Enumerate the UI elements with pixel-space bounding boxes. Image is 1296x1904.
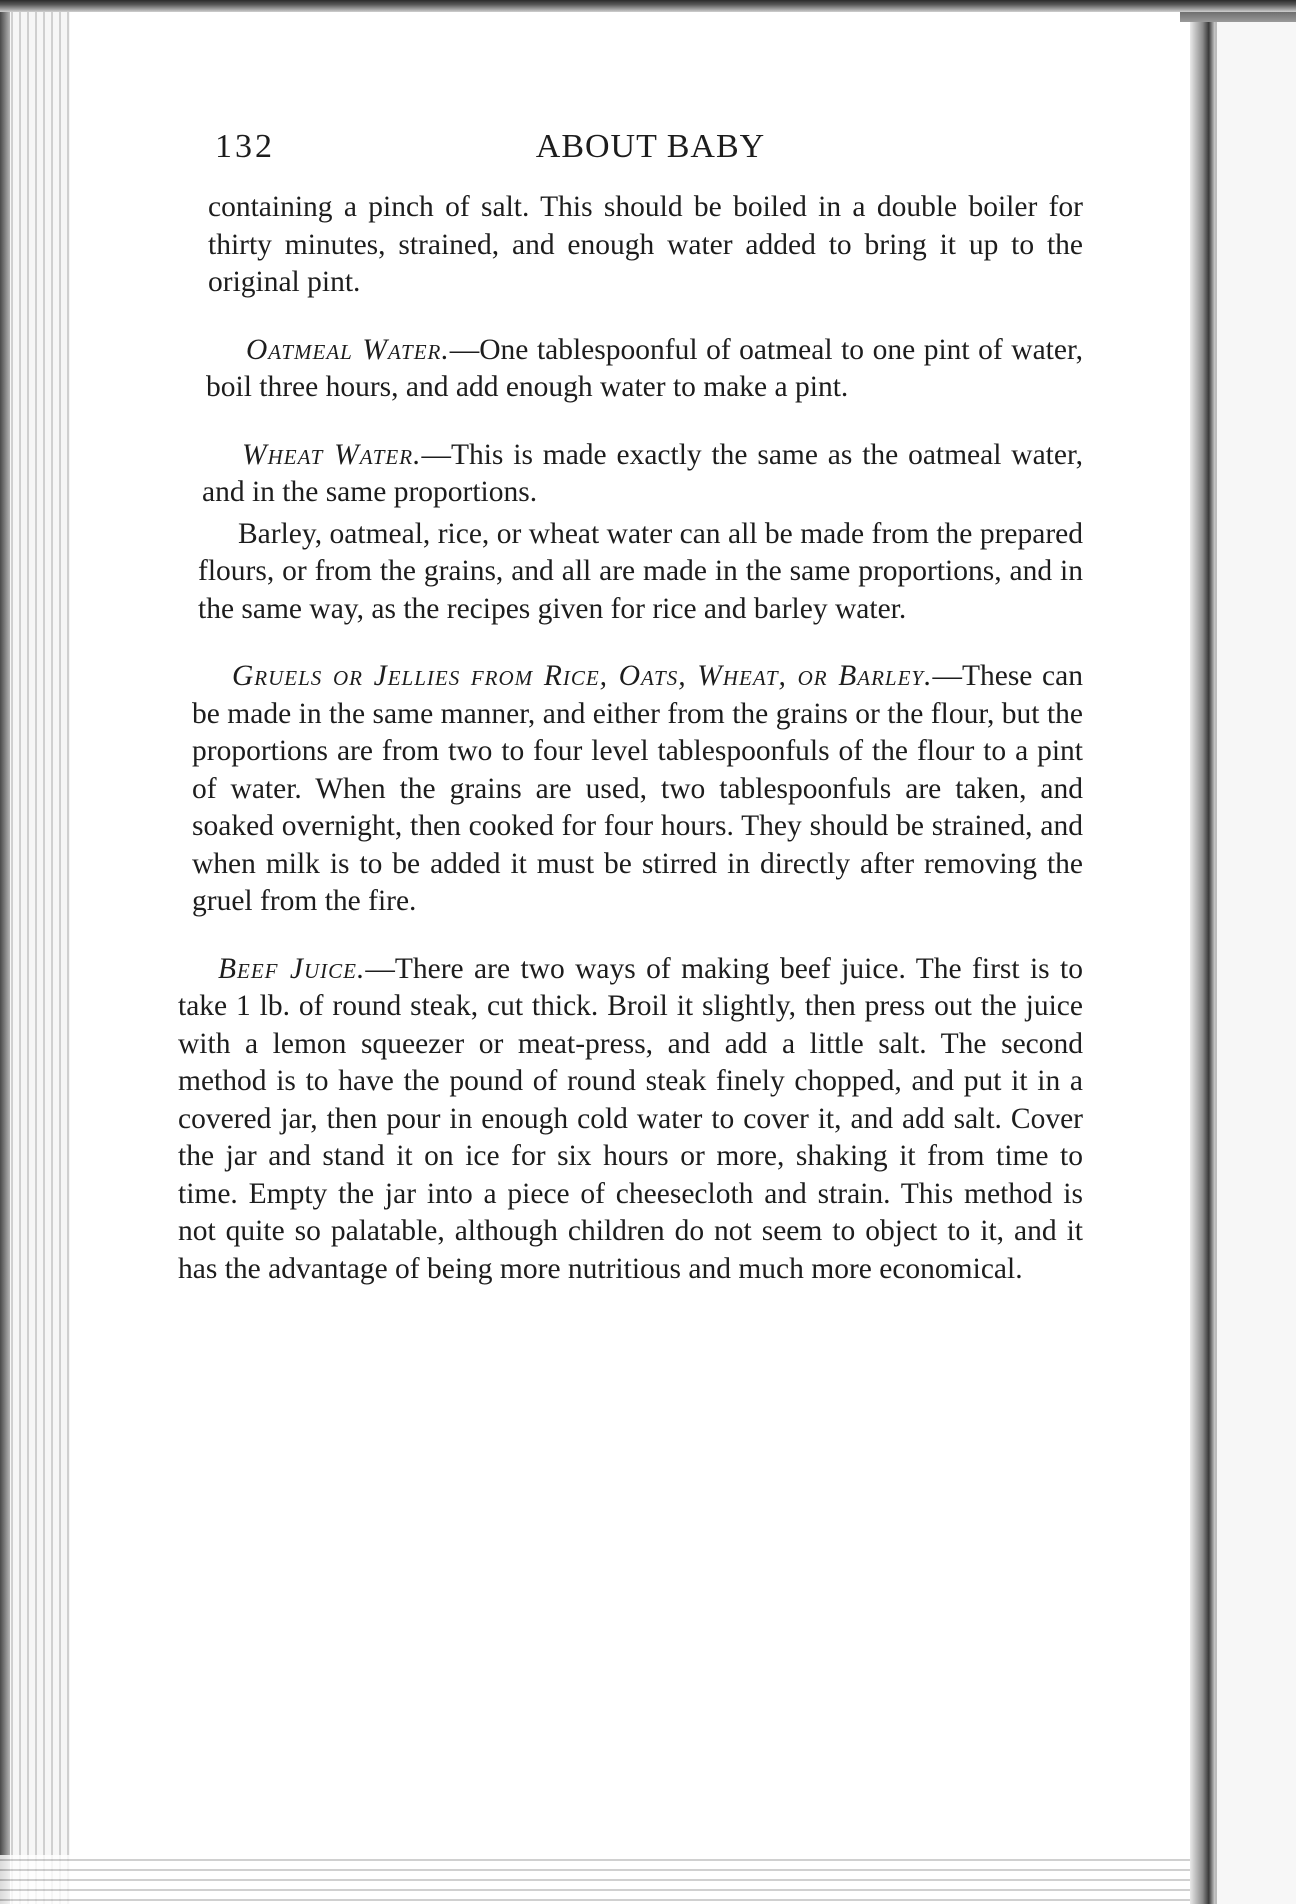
left-page-edges xyxy=(0,0,70,1904)
paragraph-barley-oatmeal xyxy=(178,516,1083,629)
book-spine xyxy=(1190,20,1215,1904)
paragraph-oatmeal-water xyxy=(178,332,1083,407)
top-edge-shadow xyxy=(0,0,1296,12)
running-title: ABOUT BABY xyxy=(535,128,766,165)
paragraph-text: Barley, oatmeal, rice, or wheat water can all be made from the prepared flours, or from the grains, and all are made in the same proportions, and in the same way, as the recipes given for rice and barley water. xyxy=(198,517,1083,625)
page-number: 132 xyxy=(215,128,275,165)
facing-page-edge xyxy=(1215,20,1296,1904)
book-page xyxy=(178,118,1083,1288)
paragraph-beef-juice xyxy=(178,951,1083,1289)
paragraph-continuation xyxy=(178,189,1083,302)
section-heading: Beef Juice. xyxy=(218,952,366,985)
paragraph-text: containing a pinch of salt. This should be boiled in a double boiler for thirty minutes, strained, and enough water added to bring it up to the original pint. xyxy=(208,191,1083,298)
section-heading: Oatmeal Water. xyxy=(246,333,450,366)
paragraph-text: —One tablespoonful of oatmeal to one pint of water, boil three hours, and add enough water to make a pint. xyxy=(206,333,1083,403)
bottom-page-edges xyxy=(0,1855,1210,1904)
paragraph-gruels-jellies xyxy=(178,658,1083,921)
page-header xyxy=(178,118,1083,168)
paragraph-text: —There are two ways of making beef juice. The first is to take 1 lb. of round steak, cut thick. Broil it slightly, then press out the juice with a lemon squeezer or meat-press, and add a little salt. The second method is to have the pound of round steak finely chopped, and put it in a covered jar, then pour in enough cold water to cover it, and add salt. Cover the jar and stand it on ice for six hours or more, shaking it from time to time. Empty the jar into a piece of cheesecloth and strain. This method is not quite so palatable, although children do not seem to object to it, and it has the advantage of being more nutritious and much more economical. xyxy=(178,952,1083,1285)
paragraph-wheat-water xyxy=(178,437,1083,512)
paragraph-text: —This is made exactly the same as the oatmeal water, and in the same proportions. xyxy=(202,438,1083,508)
section-heading: Wheat Water. xyxy=(242,438,422,471)
section-heading: Gruels or Jellies from Rice, Oats, Wheat, or Barley. xyxy=(232,660,933,692)
left-binding-shadow xyxy=(0,0,10,1904)
paragraph-text: —These can be made in the same manner, and either from the grains or the flour, but the proportions are from two to four level tablespoonfuls of the flour to a pint of water. When the grains are used, two tablespoonfuls are taken, and soaked overnight, then cooked for four hours. They should be strained, and when milk is to be added it must be stirred in directly after removing the gruel from the fire. xyxy=(192,660,1083,917)
